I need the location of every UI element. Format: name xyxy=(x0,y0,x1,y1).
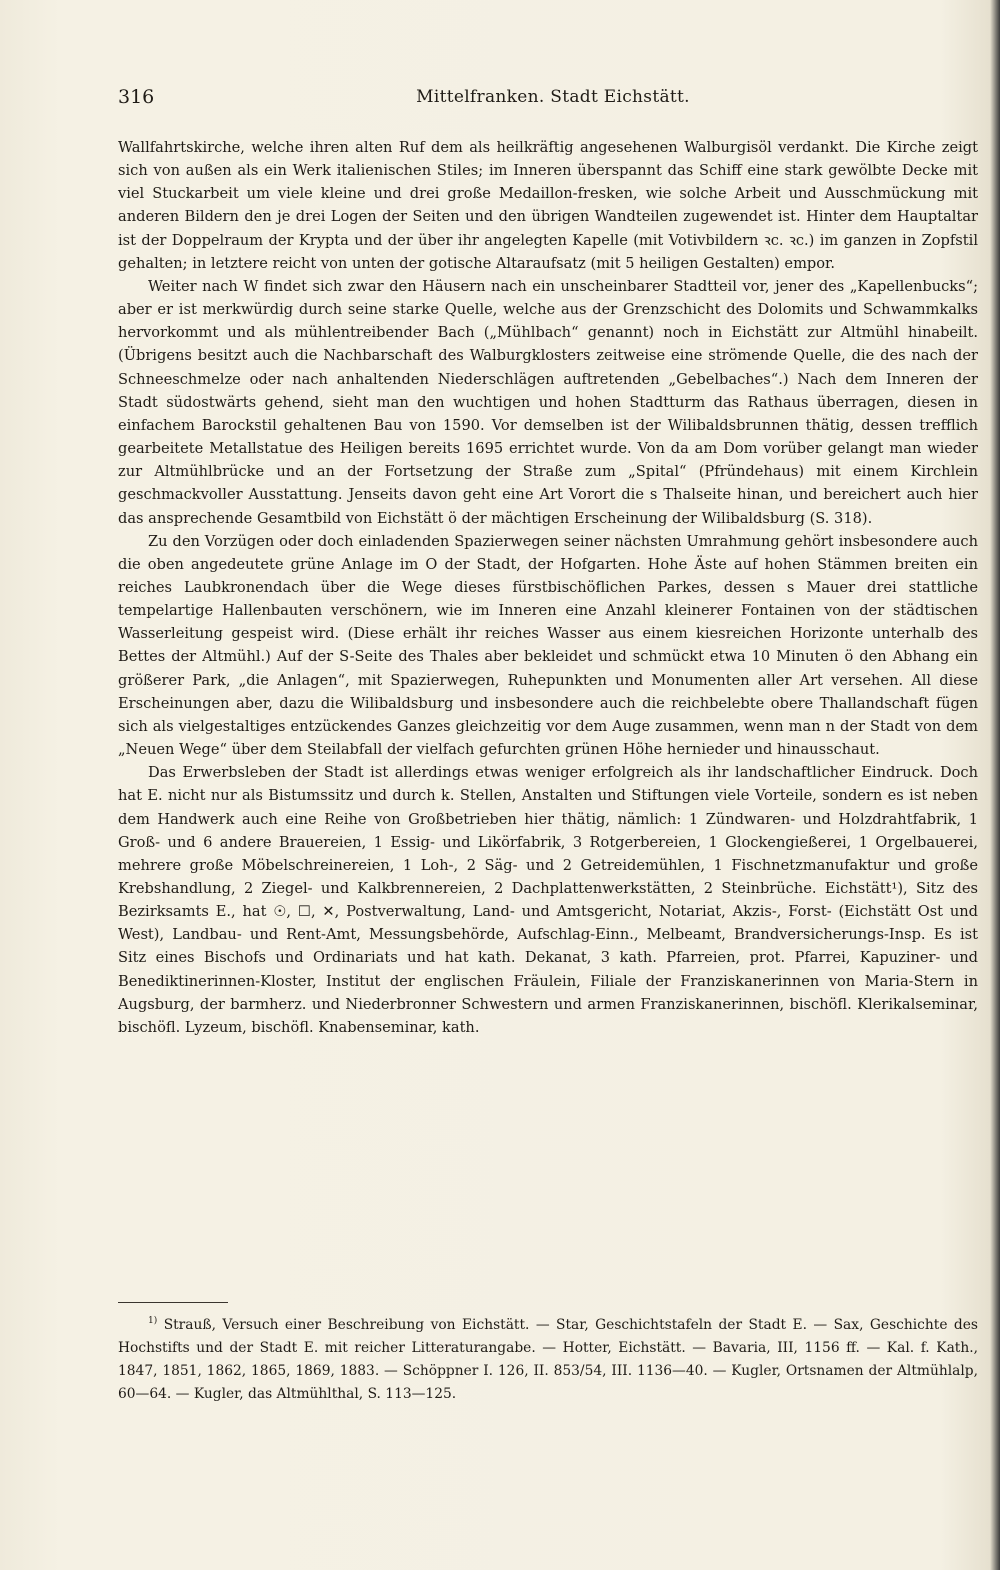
footnotes xyxy=(118,1310,978,1406)
footnote xyxy=(118,1310,978,1406)
paragraph: Das Erwerbsleben der Stadt ist allerdings etwas weniger erfolgreich als ihr landschaftlicher Eindruck. Doch hat E. nicht nur als Bistumssitz und durch k. Stellen, Anstalten und Stiftungen viele Vorteile, sondern es ist neben dem Handwerk auch eine Reihe von Großbetrieben hier thätig, nämlich: 1 Zündwaren- und Holzdrahtfabrik, 1 Groß- und 6 andere Brauereien, 1 Essig- und Likörfabrik, 3 Rotgerbereien, 1 Glockengießerei, 1 Orgelbauerei, mehrere große Möbelschreinereien, 1 Loh-, 2 Säg- und 2 Getreidemühlen, 1 Fischnetzmanufaktur und große Krebshandlung, 2 Ziegel- und Kalkbrennereien, 2 Dachplattenwerkstätten, 2 Steinbrüche. Eichstätt¹), Sitz des Bezirksamts E., hat ☉, ☐, ✕, Postverwaltung, Land- und Amtsgericht, Notariat, Akzis-, Forst- (Eichstätt Ost und West), Landbau- und Rent-Amt, Messungsbehörde, Aufschlag-Einn., Melbeamt, Brandversicherungs-Insp. Es ist Sitz eines Bischofs und Ordinariats und hat kath. Dekanat, 3 kath. Pfarreien, prot. Pfarrei, Kapuziner- und Benediktinerinnen-Kloster, Institut der englischen Fräulein, Filiale der Franziskanerinnen von Maria-Stern in Augsburg, der barmherz. und Niederbronner Schwestern und armen Franziskanerinnen, bischöfl. Klerikalseminar, bischöfl. Lyzeum, bischöfl. Knabenseminar, kath. xyxy=(118,764,978,1036)
footnote-rule xyxy=(118,1302,228,1303)
running-title: Mittelfranken. Stadt Eichstätt. xyxy=(416,87,690,107)
footnote-text: Strauß, Versuch einer Beschreibung von Eichstätt. — Star, Geschichtstafeln der Stadt E. — Sax, Geschichte des Hochstifts und der Stadt E. mit reicher Litteraturangabe. — Hotter, Eichstätt. — Bavaria, III, 1156 ff. — Kal. f. Kath., 1847, 1851, 1862, 1865, 1869, 1883. — Schöppner I. 126, II. 853/54, III. 1136—40. — Kugler, Ortsnamen der Altmühlalp, 60—64. — Kugler, das Altmühlthal, S. 113—125. xyxy=(118,1317,978,1402)
page-header xyxy=(118,86,988,116)
paragraph: Wallfahrtskirche, welche ihren alten Ruf dem als heilkräftig angesehenen Walburgisöl verdankt. Die Kirche zeigt sich von außen als ein Werk italienischen Stiles; im Inneren überspannt das Schiff eine stark gewölbte Decke mit viel Stuckarbeit um viele kleine und drei große Medaillon-fresken, wie solche Arbeit und Ausschmückung mit anderen Bildern den je drei Logen der Seiten und den übrigen Wandteilen zugewendet ist. Hinter dem Hauptaltar ist der Doppelraum der Krypta und der über ihr angelegten Kapelle (mit Votivbildern ꝛc. ꝛc.) im ganzen in Zopfstil gehalten; in letztere reicht von unten der gotische Altaraufsatz (mit 5 heiligen Gestalten) empor. xyxy=(118,139,978,272)
page-number: 316 xyxy=(118,86,155,108)
body-text xyxy=(118,136,978,1039)
paragraph: Zu den Vorzügen oder doch einladenden Spazierwegen seiner nächsten Umrahmung gehört insbesondere auch die oben angedeutete grüne Anlage im O der Stadt, der Hofgarten. Hohe Äste auf hohen Stämmen breiten ein reiches Laubkronendach über die Wege dieses fürstbischöflichen Parkes, dessen s Mauer drei stattliche tempelartige Hallenbauten verschönern, wie im Inneren eine Anzahl kleinerer Fontainen von der städtischen Wasserleitung gespeist wird. (Diese erhält ihr reiches Wasser aus einem kiesreichen Horizonte unterhalb des Bettes der Altmühl.) Auf der S-Seite des Thales aber bekleidet und schmückt etwa 10 Minuten ö den Abhang ein größerer Park, „die Anlagen“, mit Spazierwegen, Ruhepunkten und Monumenten aller Art versehen. All diese Erscheinungen aber, dazu die Wilibaldsburg und insbesondere auch die reichbelebte obere Thallandschaft fügen sich als vielgestaltiges entzückendes Ganzes gleichzeitig vor dem Auge zusammen, wenn man n der Stadt von dem „Neuen Wege“ über dem Steilabfall der vielfach gefurchten grünen Höhe hernieder und hinausschaut. xyxy=(118,532,978,759)
paragraph: Weiter nach W findet sich zwar den Häusern nach ein unscheinbarer Stadtteil vor, jener des „Kapellenbucks“; aber er ist merkwürdig durch seine starke Quelle, welche aus der Grenzschicht des Dolomits und Schwammkalks hervorkommt und als mühlentreibender Bach („Mühlbach“ genannt) noch in Eichstätt zur Altmühl hinabeilt. (Übrigens besitzt auch die Nachbarschaft des Walburgklosters zeitweise eine strömende Quelle, die des nach der Schneeschmelze oder nach anhaltenden Niederschlägen auftretenden „Gebelbaches“.) Nach dem Inneren der Stadt südostwärts gehend, sieht man den wuchtigen und hohen Stadtturm das Rathaus überragen, diesen in einfachem Barockstil gehaltenen Bau von 1590. Vor demselben ist der Wilibaldsbrunnen thätig, dessen trefflich gearbeitete Metallstatue des Heiligen bereits 1695 errichtet wurde. Von da am Dom vorüber gelangt man wieder zur Altmühlbrücke und an der Fortsetzung der Straße zum „Spital“ (Pfründehaus) mit einem Kirchlein geschmackvoller Ausstattung. Jenseits davon geht eine Art Vorort die s Thalseite hinan, und bereichert auch hier das ansprechende Gesamtbild von Eichstätt ö der mächtigen Erscheinung der Wilibaldsburg (S. 318). xyxy=(118,277,978,527)
footnote-mark: 1) xyxy=(148,1316,158,1326)
